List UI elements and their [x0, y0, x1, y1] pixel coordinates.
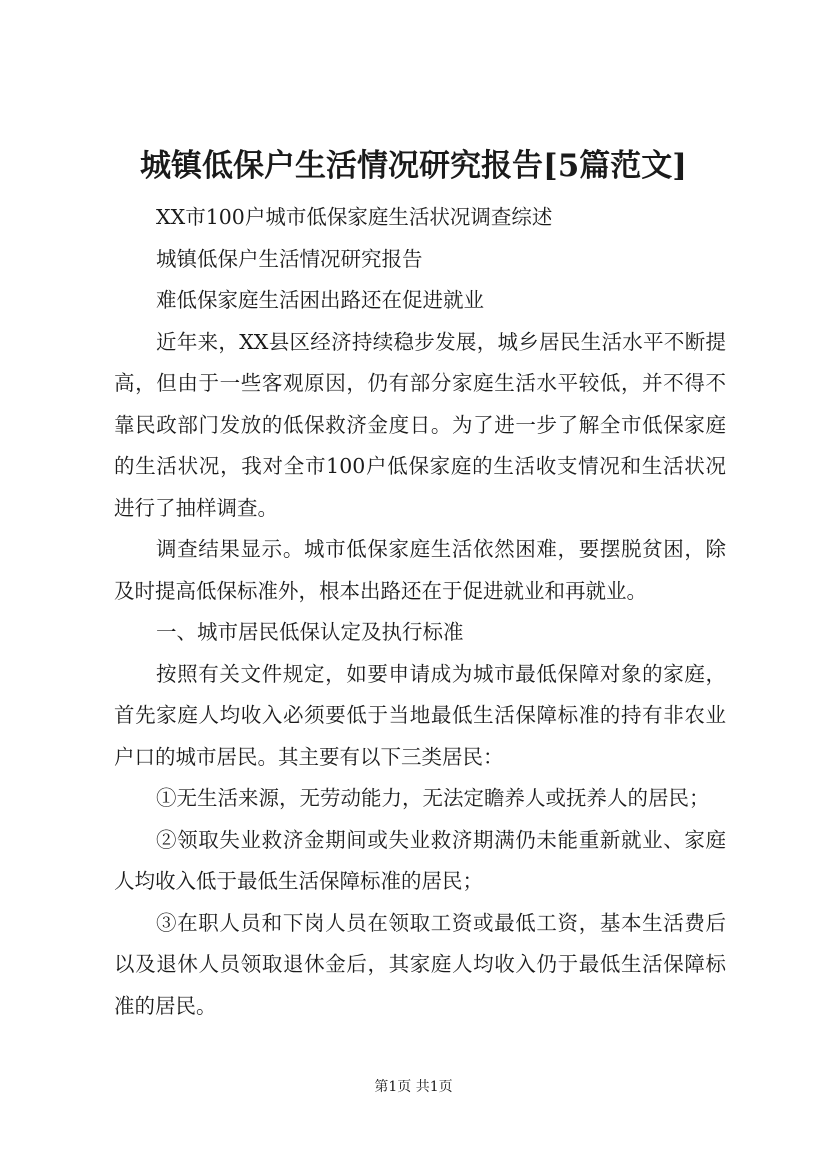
list-item-1: ①无生活来源，无劳动能力，无法定瞻养人或抚养人的居民；	[156, 786, 710, 810]
document-body	[114, 197, 726, 1027]
paragraph-intro: 近年来，XX县区经济持续稳步发展，城乡居民生活水平不断提高，但由于一些客观原因，仍有部分家庭生活水平较低，并不得不靠民政部门发放的低保救济金度日。为了进一步了解全市低保家庭的生活状况，我对全市100户低保家庭的生活收支情况和生活状况进行了抽样调查。	[114, 329, 726, 520]
paragraph-findings: 调查结果显示。城市低保家庭生活依然困难，要摆脱贫困，除及时提高低保标准外，根本出路还在于促进就业和再就业。	[114, 537, 726, 603]
paragraph-subtitle: 难低保家庭生活困出路还在促进就业	[156, 288, 485, 312]
paragraph-criteria: 按照有关文件规定，如要申请成为城市最低保障对象的家庭，首先家庭人均收入必须要低于当地最低生活保障标准的持有非农业户口的城市居民。其主要有以下三类居民：	[114, 661, 726, 769]
list-item-2: ②领取失业救济金期间或失业救济期满仍未能重新就业、家庭人均收入低于最低生活保障标准的居民；	[114, 827, 726, 893]
list-item-3: ③在职人员和下岗人员在领取工资或最低工资，基本生活费后以及退休人员领取退休金后，其家庭人均收入仍于最低生活保障标准的居民。	[114, 910, 726, 1018]
paragraph-survey-title: XX市100户城市低保家庭生活状况调查综述	[156, 205, 553, 229]
document-title: 城镇低保户生活情况研究报告[5篇范文]	[140, 148, 687, 184]
section-heading-1: 一、城市居民低保认定及执行标准	[156, 620, 464, 644]
page-footer: 第1页 共1页	[374, 1079, 453, 1095]
paragraph-report-title: 城镇低保户生活情况研究报告	[156, 246, 423, 271]
